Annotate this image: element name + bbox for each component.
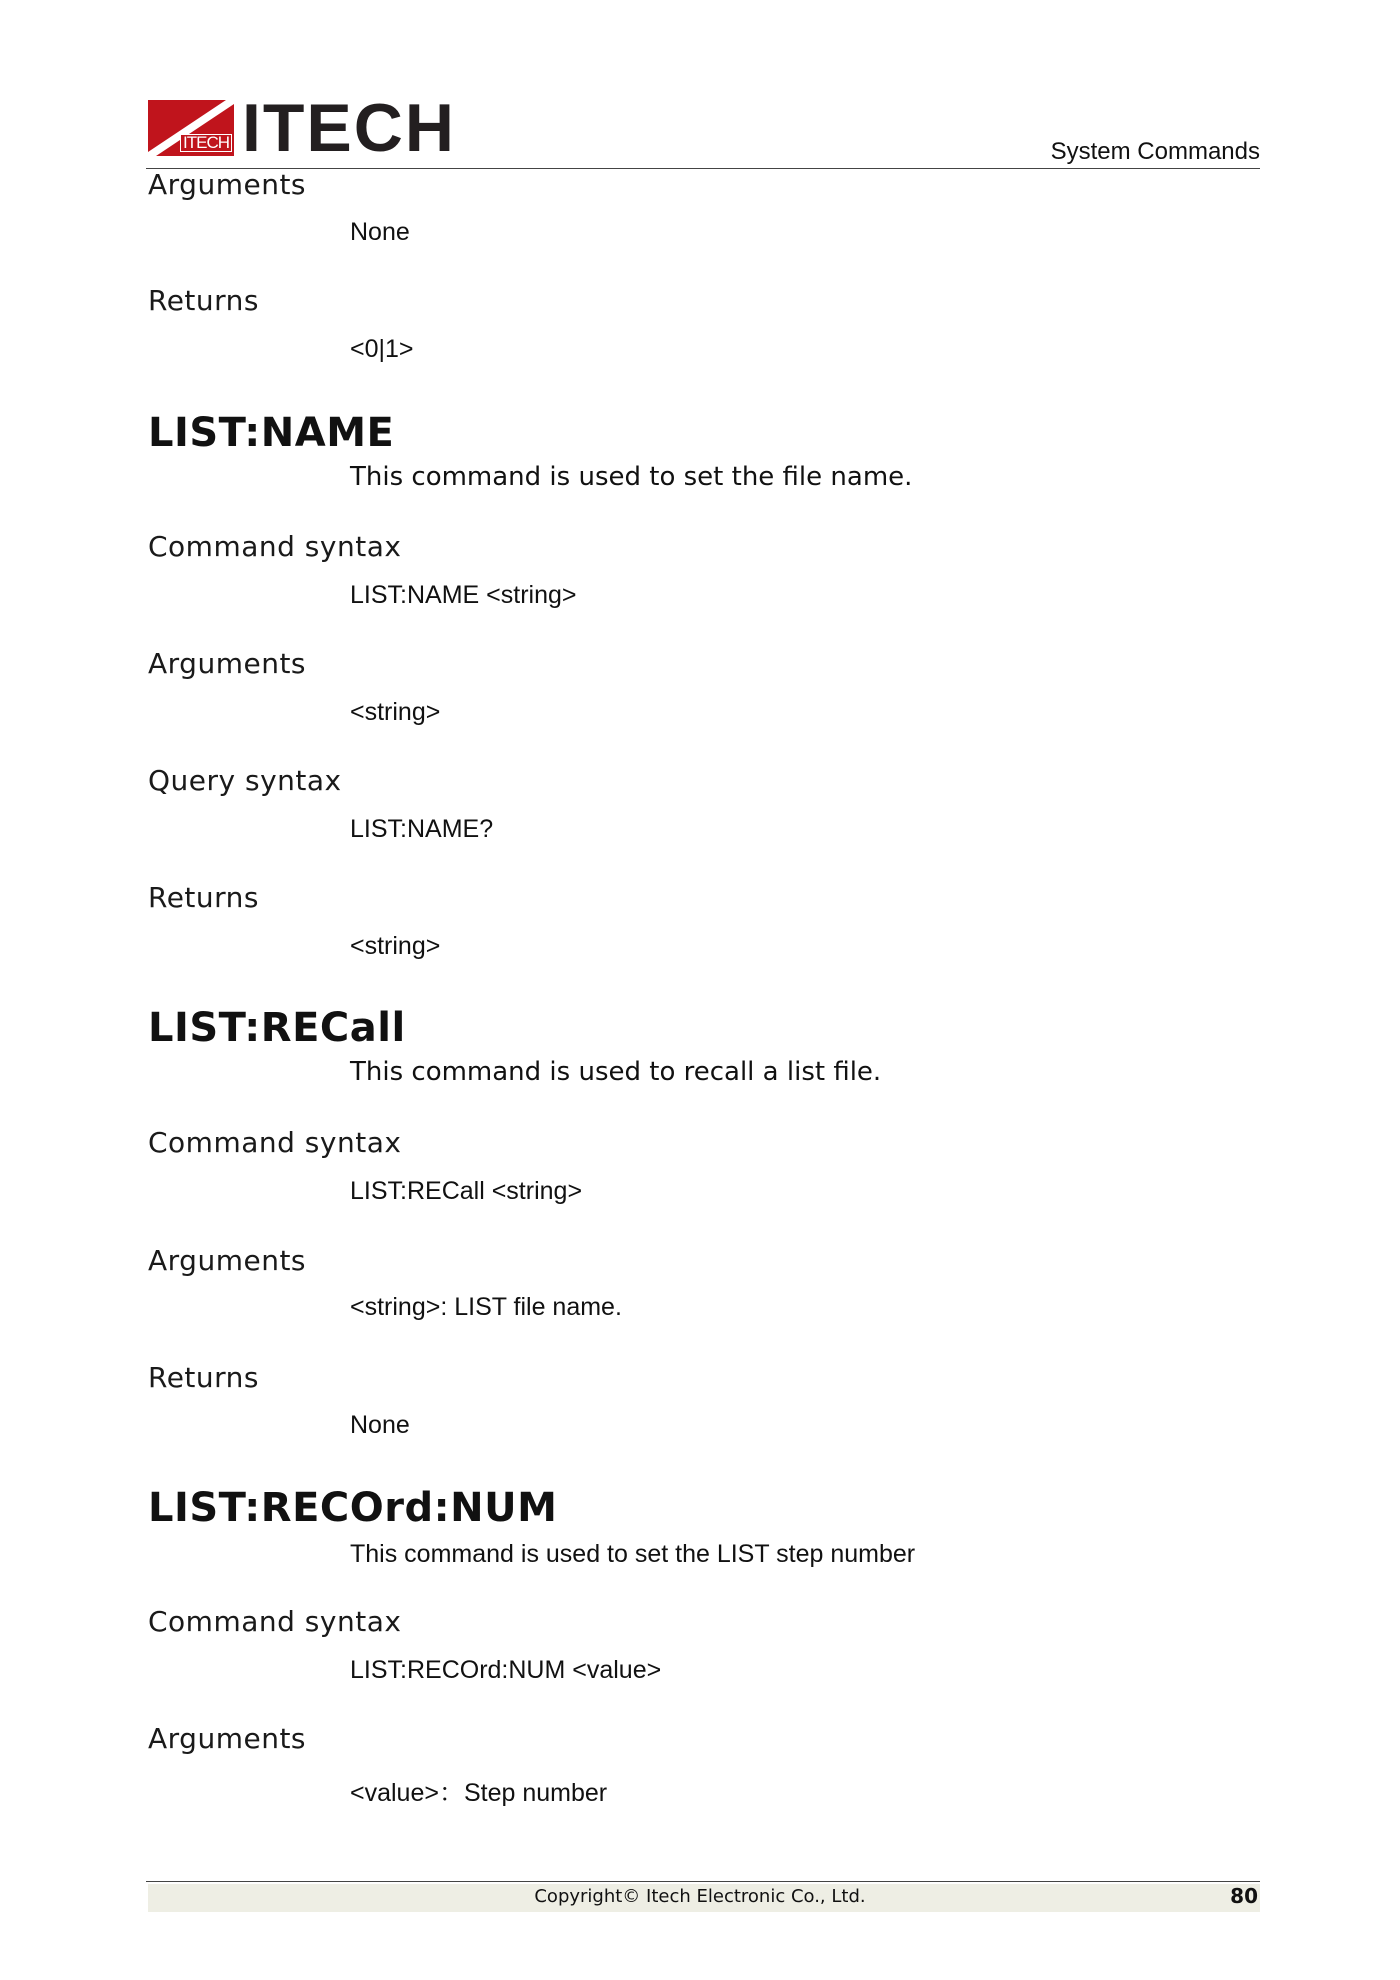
itech-logo-mark xyxy=(148,100,234,156)
arguments-heading: Arguments xyxy=(148,1722,307,1755)
command-description: This command is used to set the LIST step number xyxy=(350,1540,916,1568)
header-divider xyxy=(146,168,1260,169)
command-syntax-value: LIST:RECOrd:NUM <value> xyxy=(350,1656,662,1684)
arguments-heading: Arguments xyxy=(148,647,307,680)
returns-value: <string> xyxy=(350,932,441,960)
command-syntax-heading: Command syntax xyxy=(148,1126,402,1159)
footer-divider xyxy=(146,1881,1260,1882)
command-title-list-record-num: LIST:RECOrd:NUM xyxy=(148,1485,558,1531)
command-syntax-heading: Command syntax xyxy=(148,530,402,563)
command-description: This command is used to recall a list file. xyxy=(350,1057,882,1087)
footer-copyright: Copyright© Itech Electronic Co., Ltd. xyxy=(534,1886,866,1907)
page-number: 80 xyxy=(1230,1884,1258,1908)
logo-wordmark: ITECH xyxy=(242,90,456,166)
returns-heading: Returns xyxy=(148,1361,260,1394)
arguments-value: <value>：Step number xyxy=(350,1779,608,1807)
returns-heading: Returns xyxy=(148,881,260,914)
command-description: This command is used to set the file name. xyxy=(350,462,913,492)
returns-value: <0|1> xyxy=(350,335,414,363)
command-syntax-value: LIST:NAME <string> xyxy=(350,581,577,609)
arguments-heading: Arguments xyxy=(148,168,307,201)
query-syntax-heading: Query syntax xyxy=(148,764,342,797)
command-title-list-recall: LIST:RECall xyxy=(148,1005,406,1051)
logo-mark-text: ITECH xyxy=(180,134,232,152)
command-syntax-value: LIST:RECall <string> xyxy=(350,1177,583,1205)
arguments-value: <string> xyxy=(350,698,441,726)
arguments-value: None xyxy=(350,218,410,246)
arguments-heading: Arguments xyxy=(148,1244,307,1277)
returns-heading: Returns xyxy=(148,284,260,317)
section-title: System Commands xyxy=(1050,138,1260,165)
query-syntax-value: LIST:NAME? xyxy=(350,815,494,843)
command-title-list-name: LIST:NAME xyxy=(148,410,395,456)
itech-logo xyxy=(148,90,456,166)
command-syntax-heading: Command syntax xyxy=(148,1605,402,1638)
arguments-value: <string>: LIST file name. xyxy=(350,1293,622,1321)
returns-value: None xyxy=(350,1411,410,1439)
